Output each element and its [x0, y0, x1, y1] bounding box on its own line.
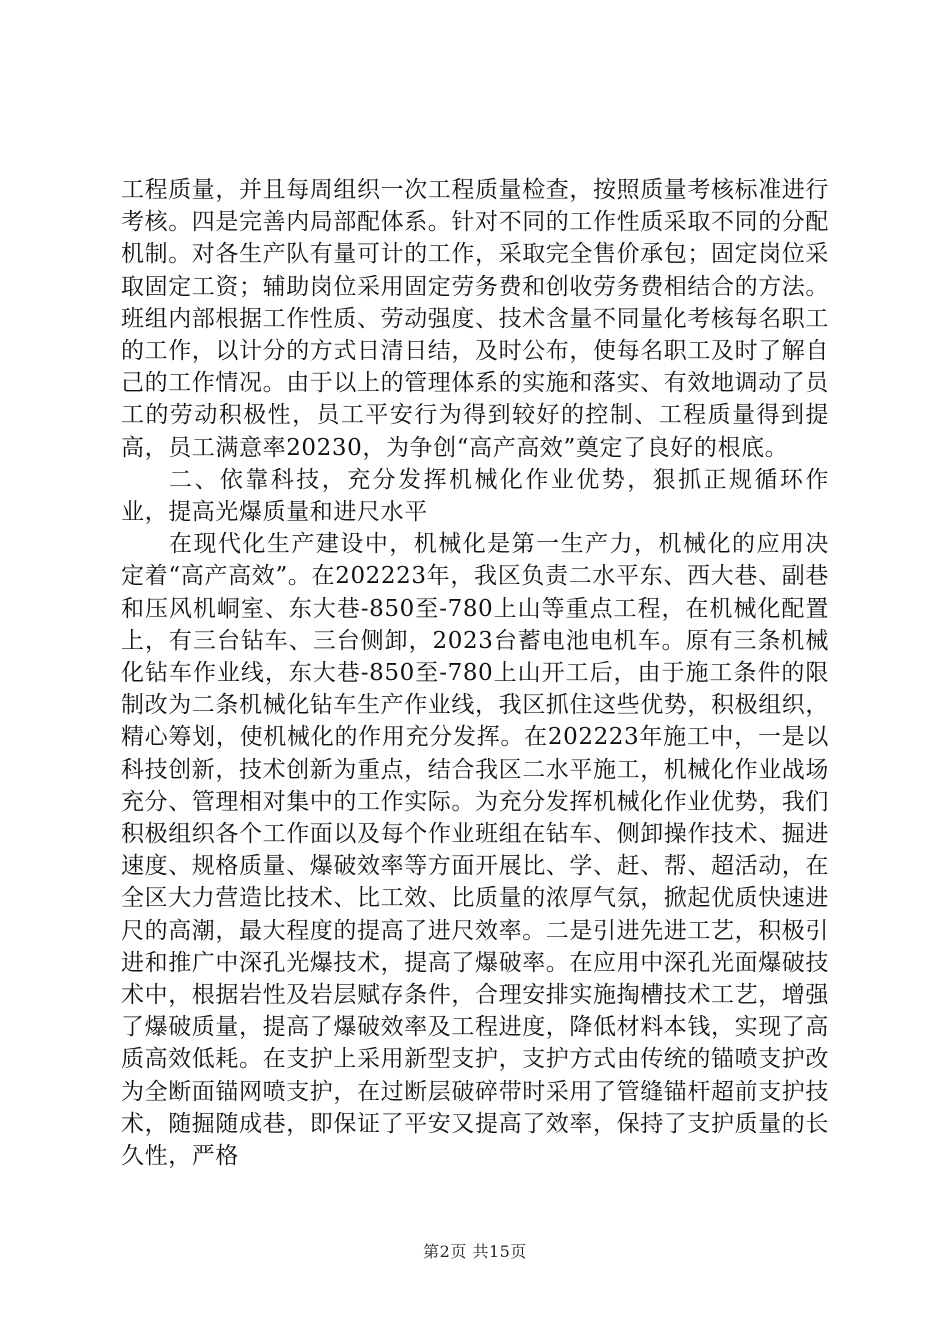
body-paragraph-1: 工程质量，并且每周组织一次工程质量检查，按照质量考核标准进行考核。四是完善内局部配体系。针对不同的工作性质采取不同的分配机制。对各生产队有量可计的工作，采取完全售价承包；固定岗位采取固定工资；辅助岗位采用固定劳务费和创收劳务费相结合的方法。班组内部根据工作性质、劳动强度、技术含量不同量化考核每名职工的工作，以计分的方式日清日结，及时公布，使每名职工及时了解自己的工作情况。由于以上的管理体系的实施和落实、有效地调动了员工的劳动积极性，员工平安行为得到较好的控制、工程质量得到提高，员工满意率20230，为争创“高产高效”奠定了良好的根底。 [121, 177, 829, 461]
section-heading-paragraph: 二、依靠科技，充分发挥机械化作业优势，狠抓正规循环作业，提高光爆质量和进尺水平 [121, 466, 829, 526]
document-body [121, 174, 829, 1172]
body-paragraph-3: 在现代化生产建设中，机械化是第一生产力，机械化的应用决定着“高产高效”。在202223年，我区负责二水平东、西大巷、副巷和压风机峒室、东大巷-850至-780上山等重点工程，在机械化配置上，有三台钻车、三台侧卸，2023台蓄电池电机车。原有三条机械化钻车作业线，东大巷-850至-780上山开工后，由于施工条件的限制改为二条机械化钻车生产作业线，我区抓住这些优势，积极组织，精心筹划，使机械化的作用充分发挥。在202223年施工中，一是以科技创新，技术创新为重点，结合我区二水平施工，机械化作业战场充分、管理相对集中的工作实际。为充分发挥机械化作业优势，我们积极组织各个工作面以及每个作业班组在钻车、侧卸操作技术、掘进速度、规格质量、爆破效率等方面开展比、学、赶、帮、超活动，在全区大力营造比技术、比工效、比质量的浓厚气氛，掀起优质快速进尺的高潮，最大程度的提高了进尺效率。二是引进先进工艺，积极引进和推广中深孔光爆技术，提高了爆破率。在应用中深孔光面爆破技术中，根据岩性及岩层赋存条件，合理安排实施掏槽技术工艺，增强了爆破质量，提高了爆破效率及工程进度，降低材料本钱，实现了高质高效低耗。在支护上采用新型支护，支护方式由传统的锚喷支护改为全断面锚网喷支护，在过断层破碎带时采用了管缝锚杆超前支护技术，随掘随成巷，即保证了平安又提高了效率，保持了支护质量的长久性，严格 [121, 531, 829, 1170]
page-number-footer: 第2页 共15页 [423, 1242, 527, 1261]
